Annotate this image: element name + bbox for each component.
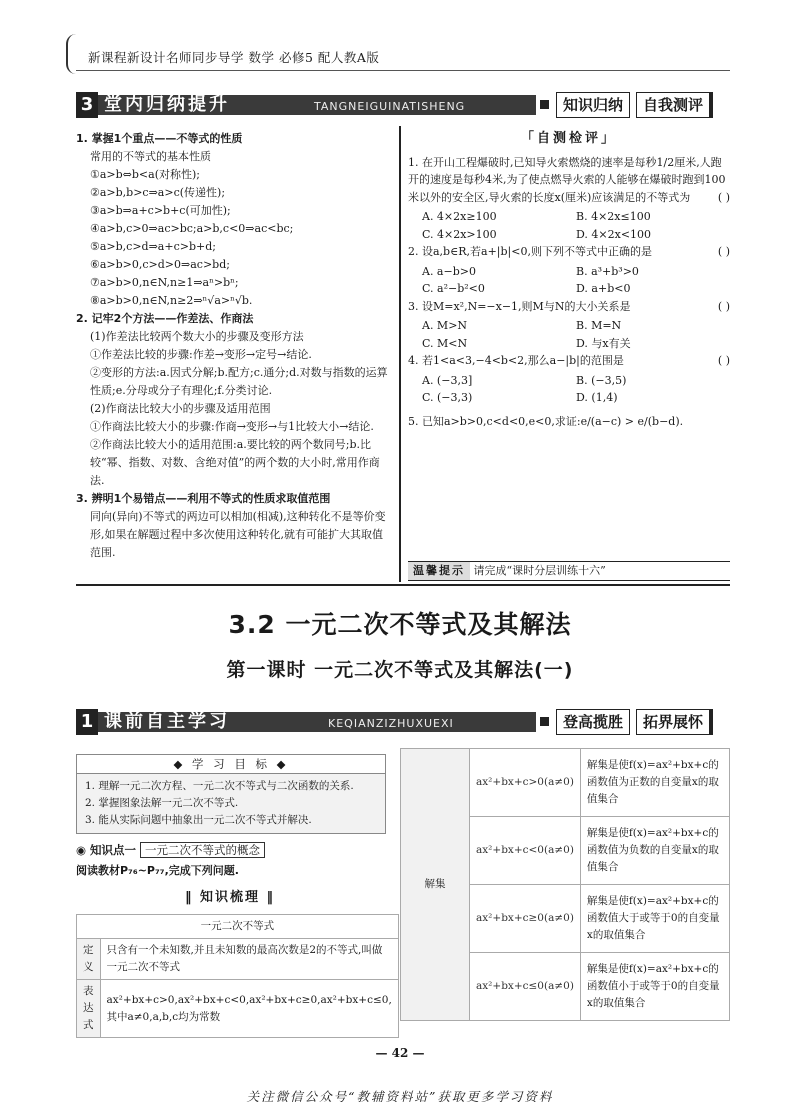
solution-set-label: 解集: [401, 749, 470, 1021]
banner-pinyin: KEQIANZIZHUXUEXI: [328, 717, 454, 730]
knowledge-point-heading: [76, 842, 265, 858]
page-number: — 42 —: [375, 1046, 425, 1060]
banner-number: 3: [76, 92, 98, 118]
section-title: 3.2 一元二次不等式及其解法: [228, 610, 572, 639]
property-item: ④a>b,c>0⇒ac>bc;a>b,c<0⇒ac<bc;: [90, 222, 294, 235]
summary-heading-1: 1. 掌握1个重点——不等式的性质: [76, 132, 243, 145]
question-4: [408, 352, 730, 370]
knowledge-sorting-title: ‖ 知识梳理 ‖: [184, 890, 276, 905]
answer-blank: ( ): [717, 245, 730, 258]
summary-heading-3: 3. 辨明1个易错点——利用不等式的性质求取值范围: [76, 492, 331, 505]
section-banner-1: [76, 92, 730, 118]
option: A. (−3,3]: [422, 373, 473, 387]
option: D. (1,4): [576, 391, 618, 404]
inequality-cell: ax²+bx+c≥0(a≠0): [470, 885, 581, 953]
tag-self-test: 自我测评: [636, 92, 713, 118]
option: C. (−3,3): [422, 391, 473, 404]
option: A. a−b>0: [422, 264, 476, 278]
option: B. a³+b³>0: [576, 264, 639, 278]
property-item: ⑥a>b>0,c>d>0⇒ac>bd;: [90, 258, 230, 271]
column-divider: [399, 126, 401, 582]
question-text: 1. 在开山工程爆破时,已知导火索燃烧的速率是每秒1/2厘米,人跑开的速度是每秒4米,为了使点燃导火索的人能够在爆破时跑到100米以外的安全区,导火索的长度x(厘米)应该满足的不等式为: [408, 155, 726, 204]
section-rule: [76, 584, 730, 586]
property-item: ⑧a>b>0,n∈N,n≥2⇒ⁿ√a>ⁿ√b.: [90, 294, 253, 307]
definition-table-header: 一元二次不等式: [77, 915, 399, 939]
header-bracket: [66, 34, 78, 74]
banner-title: 课前自主学习: [104, 711, 230, 732]
footer-note: 关注微信公众号“教辅资料站”获取更多学习资料: [246, 1089, 554, 1104]
property-item: ②a>b,b>c⇒a>c(传递性);: [90, 186, 226, 199]
solution-desc-cell: 解集是使f(x)=ax²+bx+c的函数值大于或等于0的自变量x的取值集合: [580, 885, 729, 953]
goal-item: 2. 掌握图象法解一元二次不等式.: [85, 797, 239, 809]
question-4-options: [408, 372, 730, 407]
pitfall-text: 同向(异向)不等式的两边可以相加(相减),这种转化不是等价变形,如果在解题过程中多次使用这种转化,就有可能扩大其取值范围.: [90, 510, 386, 559]
header-rule: [76, 70, 730, 71]
option: A. 4×2x≥100: [422, 210, 497, 223]
property-item: ⑤a>b,c>d⇒a+c>b+d;: [90, 240, 216, 253]
question-5: [408, 413, 730, 431]
question-2: [408, 243, 730, 261]
solution-desc-cell: 解集是使f(x)=ax²+bx+c的函数值为负数的自变量x的取值集合: [580, 817, 729, 885]
option: A. M>N: [422, 319, 468, 332]
read-textbook: 阅读教材P₇₆~P₇₇,完成下列问题.: [76, 864, 239, 877]
definition-label: 定义: [77, 939, 101, 980]
solution-desc-cell: 解集是使f(x)=ax²+bx+c的函数值小于或等于0的自变量x的取值集合: [580, 953, 729, 1021]
goal-item: 1. 理解一元二次方程、一元二次不等式与二次函数的关系.: [85, 780, 354, 792]
question-3: [408, 298, 730, 316]
lesson-title: 第一课时 一元二次不等式及其解法(一): [226, 659, 574, 681]
tag-broaden: 拓界展怀: [636, 709, 713, 735]
answer-blank: ( ): [717, 299, 730, 313]
option: D. 与x有关: [576, 336, 631, 350]
inequality-cell: ax²+bx+c>0(a≠0): [470, 749, 581, 817]
question-text: 5. 已知a>b>0,c<d<0,e<0,求证:e/(a−c) > e/(b−d).: [408, 414, 684, 428]
self-test-title: 「自测检评」: [520, 131, 617, 146]
question-1-options: [408, 208, 730, 243]
method-line: ①作差法比较的步骤:作差→变形→定号→结论.: [90, 348, 312, 361]
knowledge-point-label: ◉ 知识点一: [76, 843, 137, 857]
option: B. 4×2x≤100: [576, 210, 651, 223]
banner-title: 堂内归纳提升: [104, 94, 230, 115]
method-line: ②作商法比较大小的适用范围:a.要比较的两个数同号;b.比较“幂、指数、对数、含绝对值”的两个数的大小时,常用作商法.: [90, 438, 380, 487]
option: B. (−3,5): [576, 373, 627, 387]
banner-square-icon: [540, 100, 549, 109]
question-3-options: [408, 317, 730, 352]
property-item: ⑦a>b>0,n∈N,n≥1⇒aⁿ>bⁿ;: [90, 276, 239, 289]
option: C. M<N: [422, 336, 468, 350]
warm-tip: [408, 561, 730, 581]
expression-label: 表达式: [77, 980, 101, 1038]
method-line: (2)作商法比较大小的步骤及适用范围: [90, 402, 271, 415]
property-item: ③a>b⇒a+c>b+c(可加性);: [90, 204, 231, 217]
summary-intro: 常用的不等式的基本性质: [90, 150, 211, 163]
question-text: 3. 设M=x²,N=−x−1,则M与N的大小关系是: [408, 299, 631, 313]
option: B. M=N: [576, 319, 622, 332]
question-text: 4. 若1<a<3,−4<b<2,那么a−|b|的范围是: [408, 354, 624, 367]
property-item: ①a>b⇔b<a(对称性);: [90, 168, 200, 181]
summary-heading-2: 2. 记牢2个方法——作差法、作商法: [76, 312, 254, 325]
self-test-column: [408, 130, 730, 432]
warm-tip-text: 请完成“课时分层训练十六”: [473, 564, 606, 577]
section-banner-2: [76, 709, 730, 735]
tag-climb-high: 登高揽胜: [556, 709, 630, 735]
running-head: 新课程新设计名师同步导学 数学 必修5 配人教A版: [88, 50, 380, 65]
question-text: 2. 设a,b∈R,若a+|b|<0,则下列不等式中正确的是: [408, 245, 652, 258]
method-line: ①作商法比较大小的步骤:作商→变形→与1比较大小→结论.: [90, 420, 374, 433]
warm-tip-label: 温馨提示: [408, 562, 470, 580]
answer-blank: ( ): [717, 354, 730, 367]
goal-item: 3. 能从实际问题中抽象出一元二次不等式并解决.: [85, 814, 312, 826]
solution-set-table: [400, 748, 730, 1021]
banner-square-icon: [540, 717, 549, 726]
learning-goals-title: ◆ 学 习 目 标 ◆: [77, 755, 385, 774]
answer-blank: ( ): [717, 190, 730, 204]
option: C. a²−b²<0: [422, 282, 485, 295]
summary-column: [76, 130, 392, 562]
option: D. a+b<0: [576, 282, 631, 295]
learning-goals: [76, 754, 386, 834]
inequality-cell: ax²+bx+c≤0(a≠0): [470, 953, 581, 1021]
expression-text: ax²+bx+c>0,ax²+bx+c<0,ax²+bx+c≥0,ax²+bx+c≤0,其中a≠0,a,b,c均为常数: [100, 980, 398, 1038]
banner-pinyin: TANGNEIGUINATISHENG: [314, 100, 466, 113]
question-1: [408, 154, 730, 207]
method-line: (1)作差法比较两个数大小的步骤及变形方法: [90, 330, 304, 343]
solution-desc-cell: 解集是使f(x)=ax²+bx+c的函数值为正数的自变量x的取值集合: [580, 749, 729, 817]
option: D. 4×2x<100: [576, 227, 652, 241]
inequality-cell: ax²+bx+c<0(a≠0): [470, 817, 581, 885]
definition-table: [76, 914, 399, 1038]
option: C. 4×2x>100: [422, 227, 497, 241]
knowledge-point-name: 一元二次不等式的概念: [140, 842, 265, 858]
method-line: ②变形的方法:a.因式分解;b.配方;c.通分;d.对数与指数的运算性质;e.分母或分子有理化;f.分类讨论.: [90, 366, 388, 397]
banner-number: 1: [76, 709, 98, 735]
question-2-options: [408, 263, 730, 298]
definition-text: 只含有一个未知数,并且未知数的最高次数是2的不等式,叫做一元二次不等式: [100, 939, 398, 980]
tag-knowledge-summary: 知识归纳: [556, 92, 630, 118]
